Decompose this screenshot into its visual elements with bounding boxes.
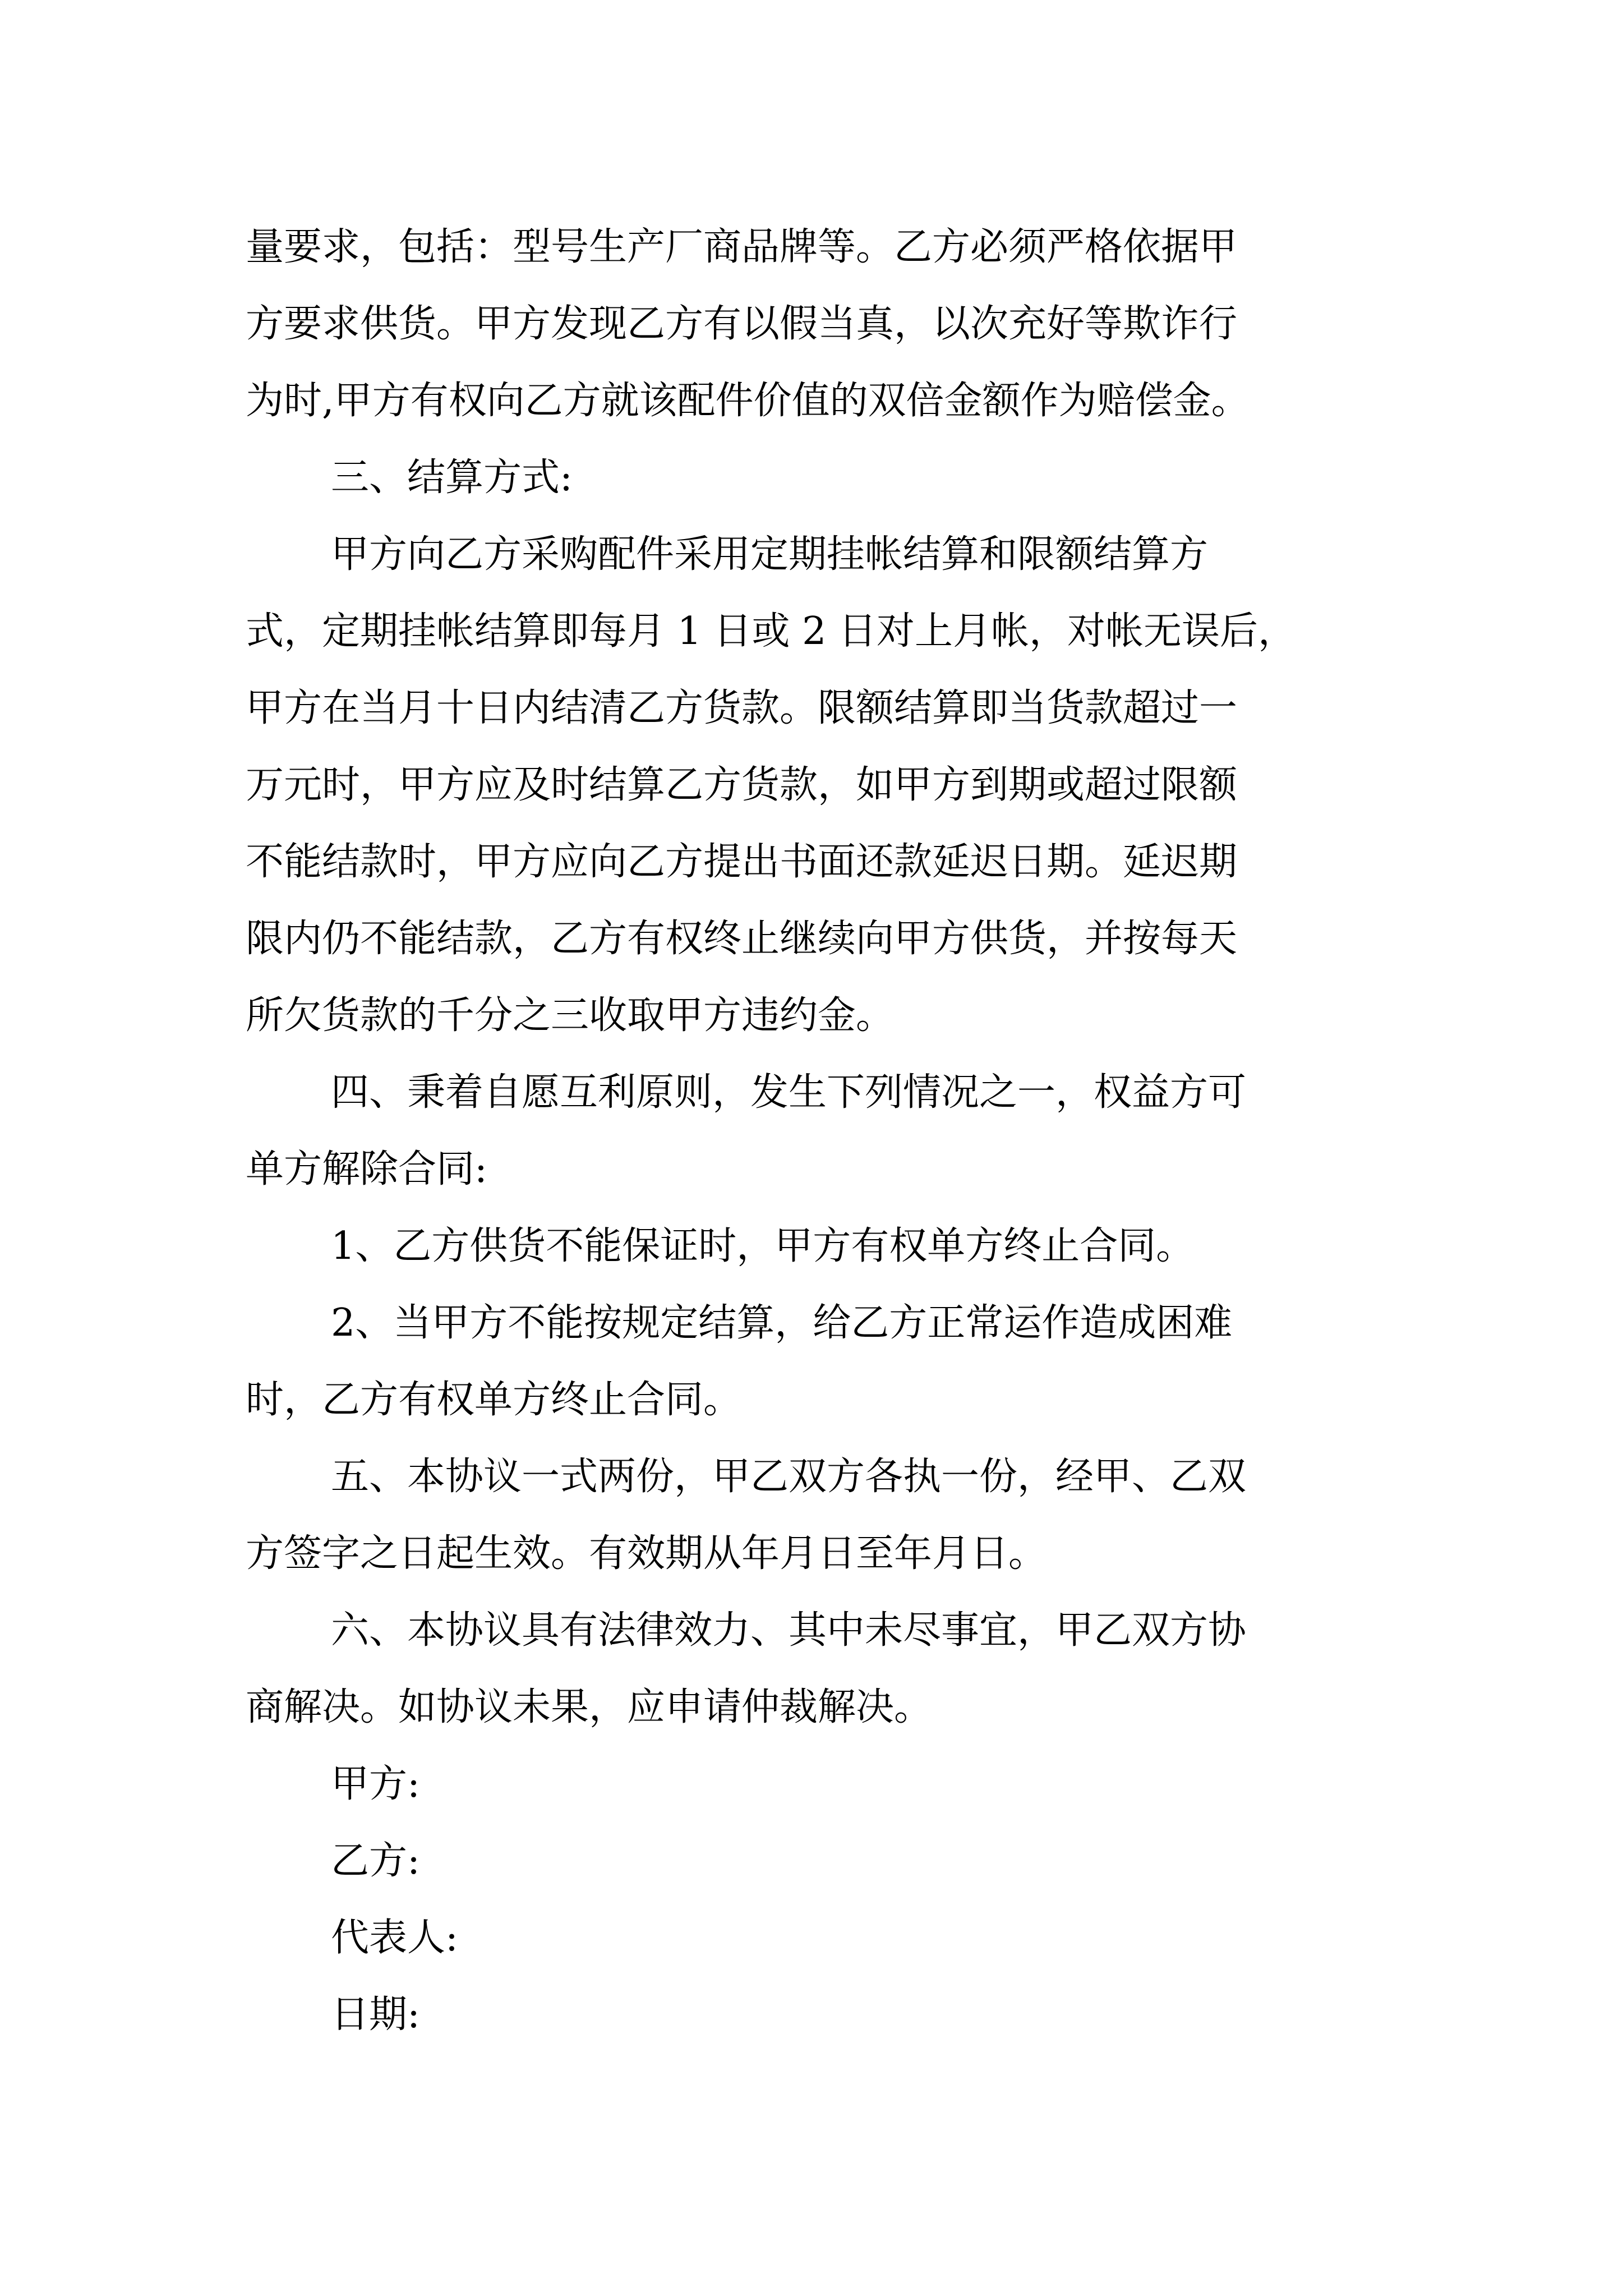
text-line: 式，定期挂帐结算即每月 1 日或 2 日对上月帐，对帐无误后，: [246, 609, 1296, 654]
text-line: 单方解除合同:: [246, 1147, 487, 1191]
text-line: 方签字之日起生效。有效期从年月日至年月日。: [246, 1531, 1047, 1576]
signature-party-a: 甲方:: [331, 1762, 420, 1806]
text-line: 为时,甲方有权向乙方就该配件价值的双倍金额作为赔偿金。: [246, 379, 1249, 423]
clause-item-1: 1、乙方供货不能保证时，甲方有权单方终止合同。: [331, 1224, 1195, 1268]
text-line: 不能结款时，甲方应向乙方提出书面还款延迟日期。延迟期: [246, 840, 1238, 884]
signature-representative: 代表人:: [331, 1916, 458, 1960]
section-termination: 四、秉着自愿互利原则，发生下列情况之一，权益方可: [331, 1070, 1247, 1115]
document-body: [246, 209, 1435, 2053]
text-line: 限内仍不能结款，乙方有权终止继续向甲方供货，并按每天: [246, 917, 1238, 961]
signature-date: 日期:: [331, 1993, 420, 2037]
clause-item-2: 2、当甲方不能按规定结算，给乙方正常运作造成困难: [331, 1301, 1233, 1345]
section-copies: 五、本协议一式两份，甲乙双方各执一份，经甲、乙双: [331, 1455, 1247, 1499]
text-line: 甲方向乙方采购配件采用定期挂帐结算和限额结算方: [331, 532, 1209, 577]
text-line: 时，乙方有权单方终止合同。: [246, 1378, 742, 1422]
text-line: 万元时，甲方应及时结算乙方货款，如甲方到期或超过限额: [246, 763, 1238, 807]
text-line: 甲方在当月十日内结清乙方货款。限额结算即当货款超过一: [246, 686, 1238, 730]
text-line: 方要求供货。甲方发现乙方有以假当真，以次充好等欺诈行: [246, 302, 1238, 346]
signature-party-b: 乙方:: [331, 1839, 420, 1883]
text-line: 量要求，包括：型号生产厂商品牌等。乙方必须严格依据甲: [246, 225, 1238, 269]
section-heading-settlement: 三、结算方式:: [331, 455, 573, 500]
text-line: 商解决。如协议未果，应申请仲裁解决。: [246, 1685, 933, 1729]
section-legal-effect: 六、本协议具有法律效力、其中未尽事宜，甲乙双方协: [331, 1608, 1247, 1653]
text-line: 所欠货款的千分之三收取甲方违约金。: [246, 993, 895, 1038]
